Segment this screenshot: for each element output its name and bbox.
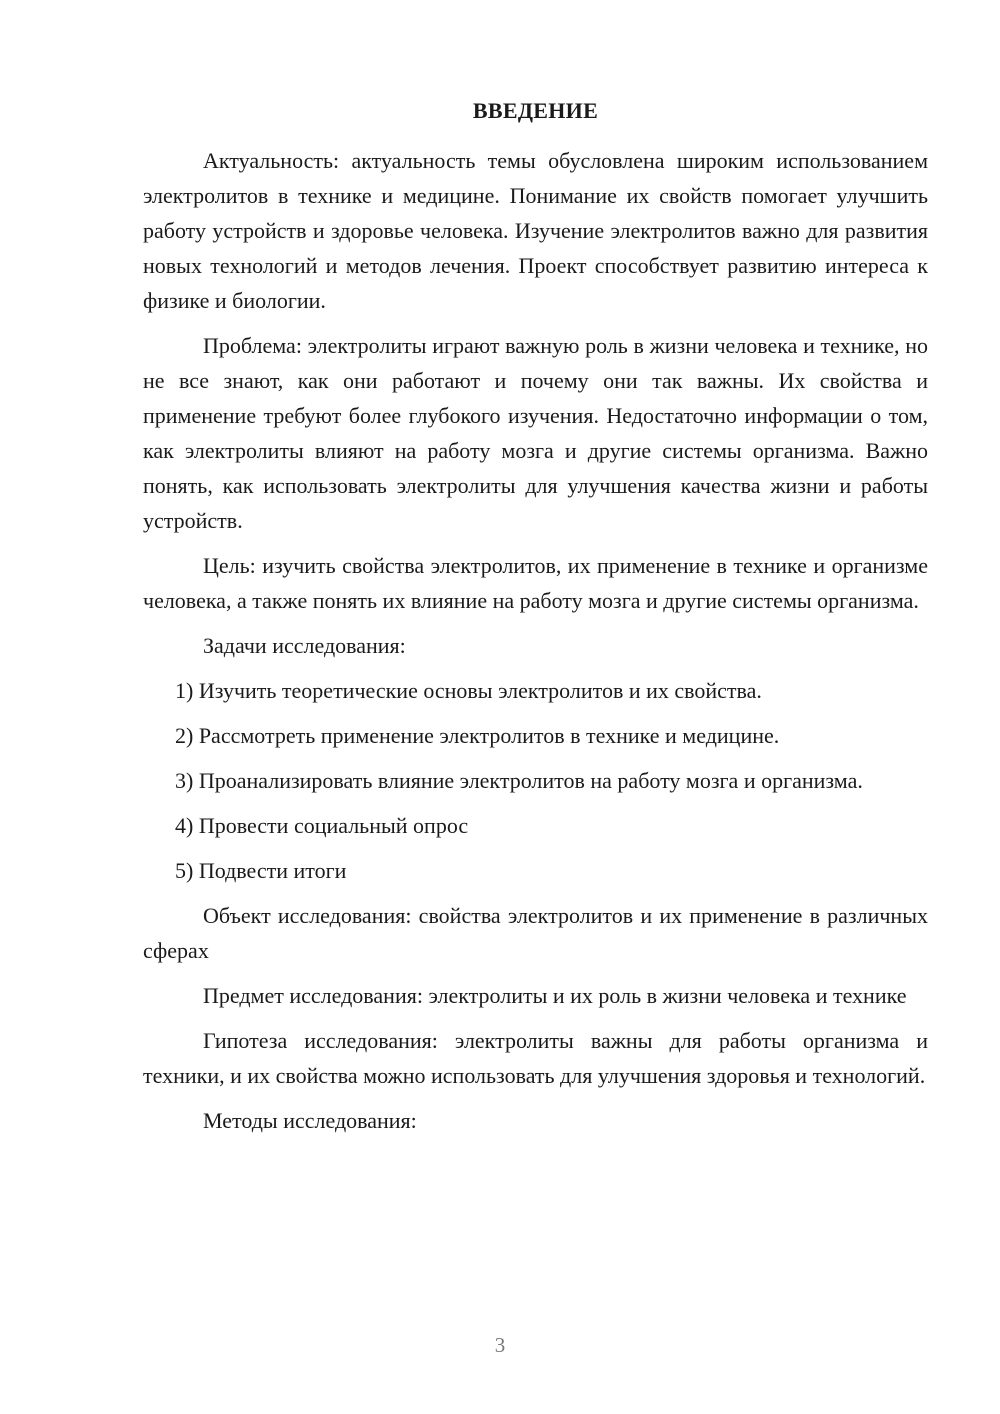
paragraph-relevance: Актуальность: актуальность темы обусловлена широким использованием электролитов в технике и медицине. Понимание их свойств помогает улучшить работу устройств и здоровье человека. Изучение электролитов важно для развития новых технологий и методов лечения. Проект способствует развитию интереса к физике и биологии. bbox=[143, 148, 928, 313]
task-item-4: 4) Провести социальный опрос bbox=[175, 813, 469, 838]
document-page bbox=[143, 0, 928, 1414]
paragraph-goal: Цель: изучить свойства электролитов, их применение в технике и организме человека, а также понять их влияние на работу мозга и другие системы организма. bbox=[143, 553, 928, 613]
page-number: 3 bbox=[494, 1333, 506, 1357]
task-item-2: 2) Рассмотреть применение электролитов в технике и медицине. bbox=[175, 723, 780, 748]
paragraph-hypothesis: Гипотеза исследования: электролиты важны для работы организма и техники, и их свойства можно использовать для улучшения здоровья и технологий. bbox=[143, 1028, 928, 1088]
page-title: ВВЕДЕНИЕ bbox=[472, 98, 599, 123]
task-item-1: 1) Изучить теоретические основы электролитов и их свойства. bbox=[175, 678, 762, 703]
methods-heading: Методы исследования: bbox=[203, 1108, 417, 1133]
task-item-5: 5) Подвести итоги bbox=[175, 858, 347, 883]
task-item-3: 3) Проанализировать влияние электролитов на работу мозга и организма. bbox=[175, 768, 863, 793]
paragraph-object: Объект исследования: свойства электролитов и их применение в различных сферах bbox=[143, 903, 928, 963]
paragraph-problem: Проблема: электролиты играют важную роль в жизни человека и технике, но не все знают, как они работают и почему они так важны. Их свойства и применение требуют более глубокого изучения. Недостаточно информации о том, как электролиты влияют на работу мозга и другие системы организма. Важно понять, как использовать электролиты для улучшения качества жизни и работы устройств. bbox=[143, 333, 928, 533]
document-body bbox=[143, 143, 928, 1148]
paragraph-subject: Предмет исследования: электролиты и их роль в жизни человека и технике bbox=[203, 983, 907, 1008]
tasks-heading: Задачи исследования: bbox=[203, 633, 406, 658]
